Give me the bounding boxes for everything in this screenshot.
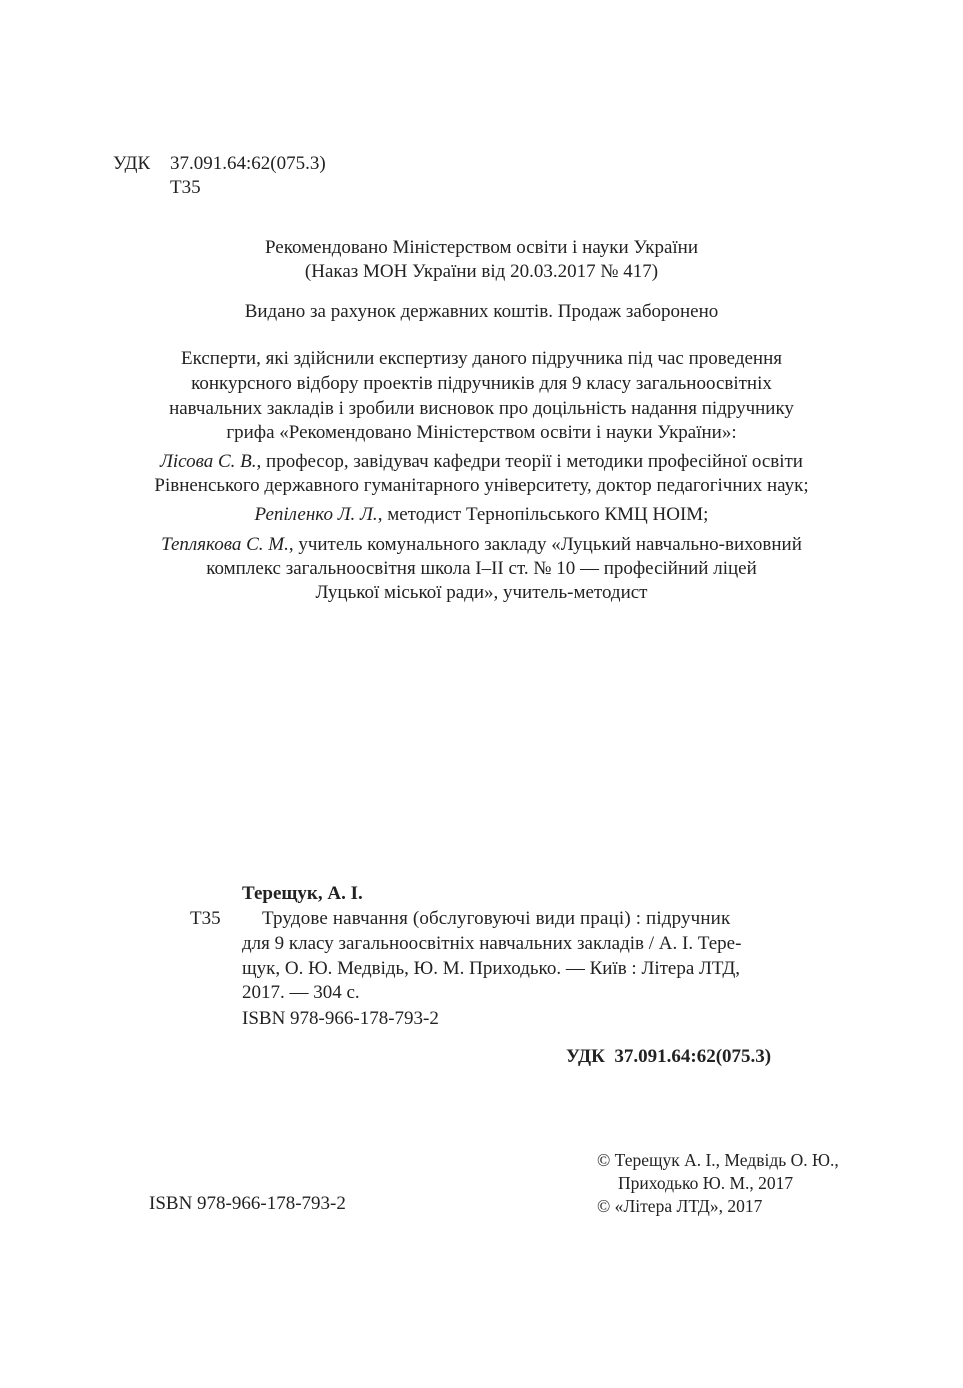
catalog-line-2: для 9 класу загальноосвітніх навчальних закладів / А. І. Тере- — [242, 933, 742, 954]
expert-3-line-3: Луцької міської ради», учитель-методист — [315, 582, 648, 603]
expert-3-line-2: комплекс загальноосвітня школа І–ІІ ст. № 10 — професійний ліцей — [206, 558, 757, 579]
recommendation-line-2: (Наказ МОН України від 20.03.2017 № 417) — [304, 261, 659, 282]
expert-1-name: Лісова С. В. — [160, 451, 257, 472]
expert-2-role: , методист Тернопільського КМЦ НОІМ; — [377, 504, 709, 525]
recommendation-line-1: Рекомендовано Міністерством освіти і науки України — [264, 237, 699, 258]
experts-intro-4: грифа «Рекомендовано Міністерством освіти і науки України»: — [226, 422, 737, 443]
expert-3-role: , учитель комунального закладу «Луцький навчально-виховний — [288, 534, 802, 555]
expert-2 — [0, 503, 963, 527]
udk-author-mark: Т35 — [170, 177, 201, 198]
experts-intro-2: конкурсного відбору проектів підручників для 9 класу загальноосвітніх — [191, 373, 772, 394]
funding-note: Видано за рахунок державних коштів. Продаж заборонено — [244, 301, 719, 322]
catalog-line-4: 2017. — 304 с. — [242, 982, 360, 1003]
catalog-line-1: Трудове навчання (обслуговуючі види праці) : підручник — [262, 908, 731, 929]
footer-isbn: ISBN 978-966-178-793-2 — [149, 1193, 346, 1214]
catalog-author: Терещук, А. І. — [242, 883, 363, 904]
catalog-line-3: щук, О. Ю. Медвідь, Ю. М. Приходько. — Київ : Літера ЛТД, — [242, 958, 741, 979]
copyright-authors: © Терещук А. І., Медвідь О. Ю., — [597, 1150, 839, 1170]
expert-1-line-2: Рівненського державного гуманітарного університету, доктор педагогічних наук; — [154, 475, 809, 496]
copyright-publisher: © «Літера ЛТД», 2017 — [597, 1196, 763, 1216]
catalog-udk: УДК 37.091.64:62(075.3) — [566, 1046, 772, 1067]
experts-intro-1: Експерти, які здійснили експертизу даного підручника під час проведення — [180, 348, 782, 369]
experts-intro-3: навчальних закладів і зробили висновок про доцільність надання підручнику — [169, 398, 794, 419]
expert-1 — [0, 450, 963, 474]
expert-3-name: Теплякова С. М. — [161, 534, 289, 555]
udk-label: УДК — [113, 153, 151, 174]
catalog-isbn: ISBN 978-966-178-793-2 — [242, 1008, 439, 1029]
expert-2-name: Репіленко Л. Л. — [254, 504, 378, 525]
catalog-mark: Т35 — [190, 908, 221, 929]
udk-code: 37.091.64:62(075.3) — [170, 153, 326, 174]
expert-3 — [0, 533, 963, 557]
expert-1-role: , професор, завідувач кафедри теорії і методики професійної освіти — [256, 451, 803, 472]
copyright-authors-cont: Приходько Ю. М., 2017 — [618, 1173, 794, 1193]
